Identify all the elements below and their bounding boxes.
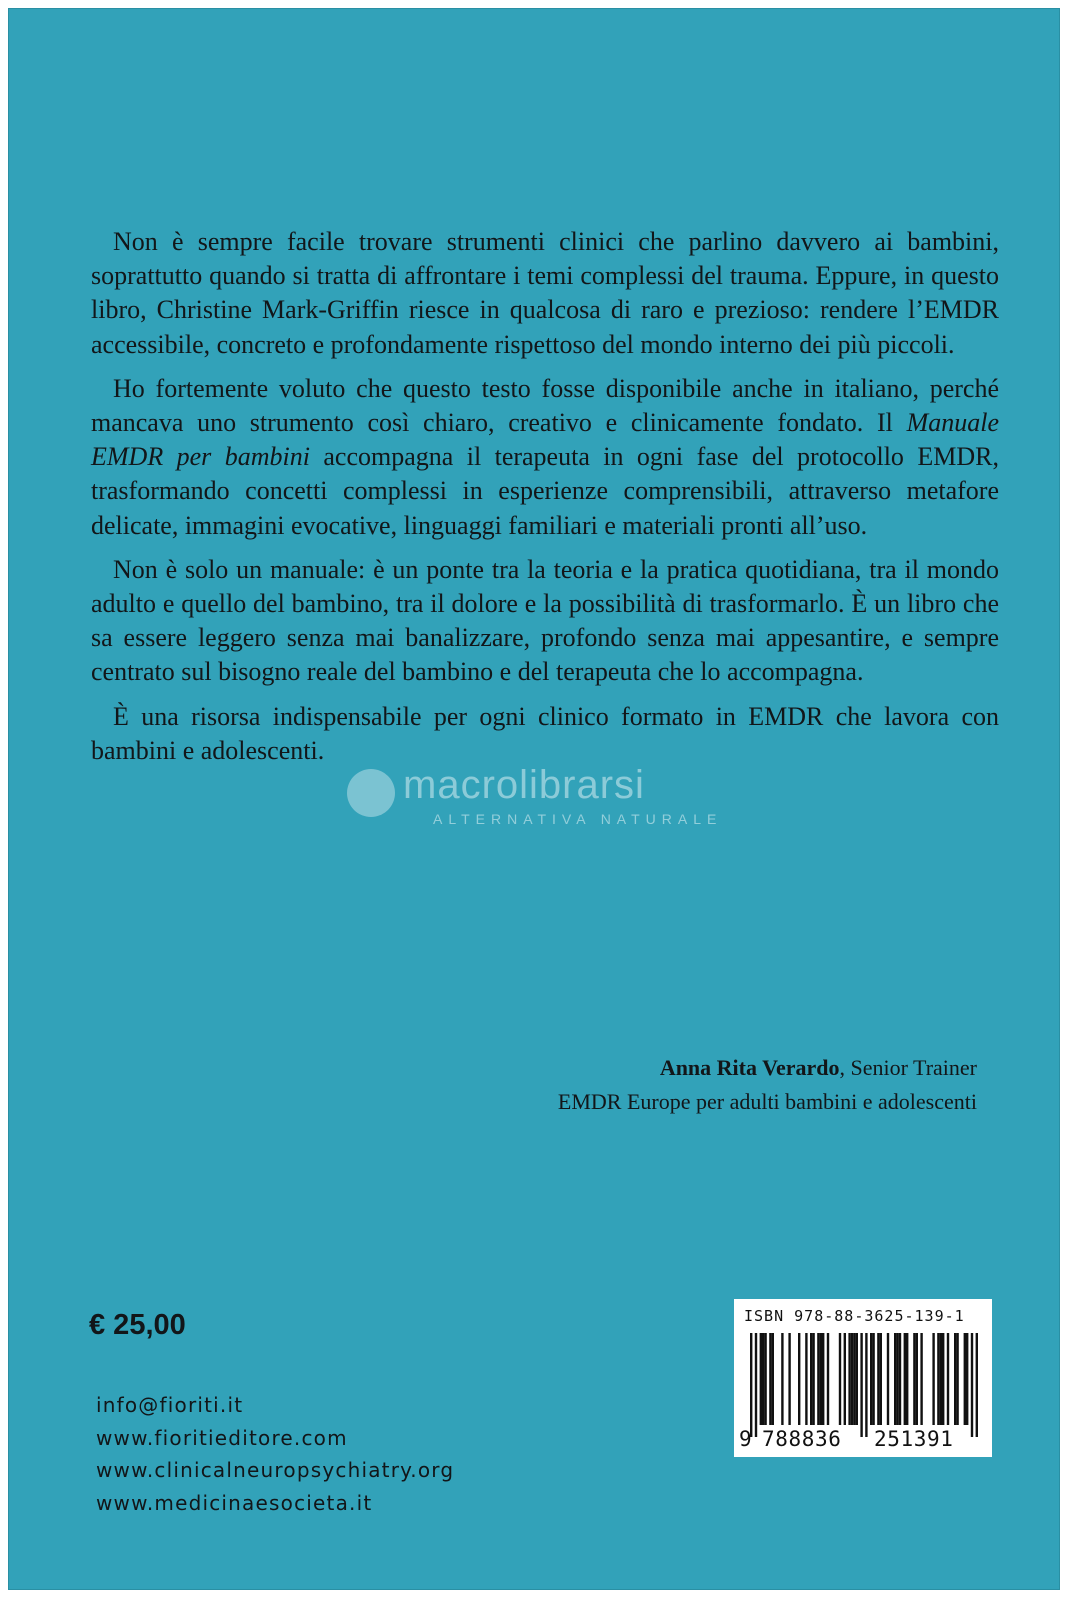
barcode-bar — [750, 1333, 752, 1437]
blurb-paragraph-2-start: Ho fortemente voluto che questo testo fosse disponibile anche in italiano, perché mancava uno strumento così chiaro, creativo e clinicamente fondato. Il — [91, 373, 999, 438]
ean-first-digit: 9 — [739, 1427, 752, 1451]
barcode-bar — [860, 1333, 862, 1437]
barcode-bar — [920, 1333, 922, 1425]
barcode-bar — [966, 1333, 968, 1425]
barcode-bar — [865, 1333, 867, 1437]
barcode-bar — [872, 1333, 874, 1425]
barcode-bar — [913, 1333, 915, 1425]
barcode-bar — [880, 1333, 882, 1425]
barcode-bar — [762, 1333, 764, 1425]
contact-website-medicina: www.medicinaesocieta.it — [96, 1490, 373, 1515]
barcode-bar — [894, 1333, 896, 1425]
barcode-bar — [956, 1333, 958, 1425]
barcode-bar — [769, 1333, 771, 1425]
barcode-bar — [812, 1333, 814, 1425]
barcode-bar — [760, 1333, 762, 1425]
watermark-tagline: ALTERNATIVA NATURALE — [433, 811, 723, 827]
barcode-bar — [877, 1333, 879, 1425]
barcode-bar — [942, 1333, 944, 1425]
barcode-bar — [851, 1333, 853, 1425]
watermark — [347, 761, 747, 831]
barcode-bar — [932, 1333, 934, 1425]
barcode-bar — [848, 1333, 850, 1425]
contact-website-publisher: www.fioritieditore.com — [96, 1425, 348, 1450]
blurb-text — [91, 225, 999, 778]
ean-right-digits: 251391 — [874, 1427, 954, 1451]
signature-line-1 — [277, 1051, 977, 1085]
barcode-bar — [971, 1333, 973, 1437]
barcode-bar — [906, 1333, 908, 1425]
barcode-bar — [755, 1333, 757, 1437]
barcode-bar — [887, 1333, 889, 1425]
signature-role: , Senior Trainer — [839, 1055, 977, 1080]
barcode-bar — [853, 1333, 855, 1425]
contact-email: info@fioriti.it — [96, 1393, 244, 1417]
barcode-bar — [781, 1333, 783, 1425]
price-label: € 25,00 — [89, 1309, 186, 1341]
publisher-contacts — [96, 1389, 454, 1519]
barcode-bar — [788, 1333, 790, 1425]
blurb-paragraph-2 — [91, 372, 999, 543]
book-back-cover — [8, 8, 1060, 1590]
isbn-barcode — [734, 1299, 992, 1457]
watermark-logo-icon — [347, 769, 395, 817]
barcode-bar — [805, 1333, 807, 1425]
barcode-bar — [764, 1333, 766, 1425]
barcode-bar — [976, 1333, 978, 1437]
barcode-bar — [839, 1333, 841, 1425]
barcode-bar — [856, 1333, 858, 1425]
watermark-name: macrolibrarsi — [403, 763, 645, 807]
signature-name: Anna Rita Verardo — [659, 1055, 840, 1080]
barcode-bar — [954, 1333, 956, 1425]
blurb-paragraph-3: Non è solo un manuale: è un ponte tra la teoria e la pratica quotidiana, tra il mondo adulto e quello del bambino, tra il dolore e la possibilità di trasformarlo. È un libro che sa essere leggero senza mai banalizzare, profondo senza mai appesantire, e sempre centrato sul bisogno reale del bambino e del terapeuta che lo accompagna. — [91, 554, 999, 687]
blurb-paragraph-4: È una risorsa indispensabile per ogni clinico formato in EMDR che lavora con bambini e adolescenti. — [91, 701, 999, 765]
barcode-bar — [772, 1333, 774, 1425]
barcode-bar — [870, 1333, 872, 1425]
barcode-bar — [904, 1333, 906, 1425]
barcode-bar — [896, 1333, 898, 1425]
blurb-paragraph-2-end: accompagna il terapeuta in ogni fase del protocollo EMDR, trasformando concetti complessi in esperienze comprensibili, attraverso metafore delicate, immagini evocative, linguaggi familiari e materiali pronti all’uso. — [91, 442, 999, 540]
barcode-bar — [937, 1333, 939, 1425]
barcode-bar — [899, 1333, 901, 1425]
barcode-bar — [817, 1333, 819, 1425]
signature-affiliation: EMDR Europe per adulti bambini e adolescenti — [557, 1089, 977, 1114]
contact-website-journal: www.clinicalneuropsychiatry.org — [96, 1458, 455, 1482]
barcode-bar — [820, 1333, 822, 1425]
endorsement-signature — [277, 1051, 977, 1119]
barcode-bar — [827, 1333, 829, 1425]
barcode-bar — [947, 1333, 949, 1425]
book-title-italic: Manuale EMDR per bambini — [91, 408, 999, 472]
barcode-bar — [940, 1333, 942, 1425]
barcode-bar — [798, 1333, 800, 1425]
isbn-label: ISBN 978-88-3625-139-1 — [744, 1307, 965, 1325]
barcode-bar — [844, 1333, 846, 1425]
barcode-bar — [810, 1333, 812, 1425]
barcode-bar — [822, 1333, 824, 1425]
blurb-paragraph-1: Non è sempre facile trovare strumenti clinici che parlino davvero ai bambini, soprattutto quando si tratta di affrontare i temi complessi del trauma. Eppure, in questo libro, Christine Mark-Griffin riesce in qualcosa di raro e prezioso: rendere l’EMDR accessibile, concreto e profondamente rispettoso del mondo interno dei più piccoli. — [91, 227, 999, 359]
barcode-bar — [916, 1333, 918, 1425]
barcode-bar — [964, 1333, 966, 1425]
ean-left-digits: 788836 — [762, 1427, 842, 1451]
